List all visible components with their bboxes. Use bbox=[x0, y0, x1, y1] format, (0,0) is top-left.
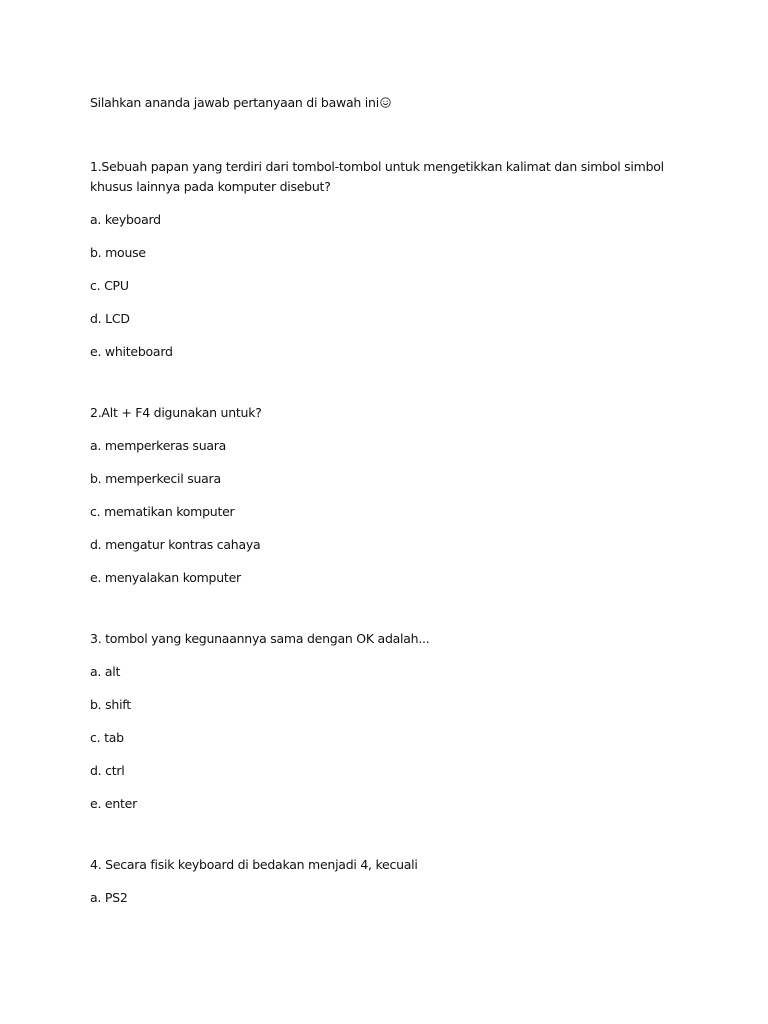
question-4 bbox=[90, 855, 690, 908]
question-1-option-b: b. mouse bbox=[90, 245, 146, 260]
question-1-option-d: d. LCD bbox=[90, 311, 130, 326]
question-2 bbox=[90, 403, 690, 588]
smiley-icon bbox=[380, 97, 391, 108]
question-2-option-b: b. memperkecil suara bbox=[90, 471, 221, 486]
intro-text: Silahkan ananda jawab pertanyaan di bawah ini bbox=[90, 95, 379, 110]
question-2-option-c: c. mematikan komputer bbox=[90, 504, 235, 519]
question-1-option-e: e. whiteboard bbox=[90, 344, 173, 359]
question-2-option-e: e. menyalakan komputer bbox=[90, 570, 241, 585]
question-3-option-e: e. enter bbox=[90, 796, 137, 811]
question-1-option-a: a. keyboard bbox=[90, 212, 161, 227]
question-3-option-a: a. alt bbox=[90, 664, 121, 679]
question-2-option-a: a. memperkeras suara bbox=[90, 438, 227, 453]
question-3-text: 3. tombol yang kegunaannya sama dengan OK adalah... bbox=[90, 631, 430, 646]
question-3-option-b: b. shift bbox=[90, 697, 131, 712]
question-1-text: 1.Sebuah papan yang terdiri dari tombol-tombol untuk mengetikkan kalimat dan simbol simbol khusus lainnya pada komputer disebut? bbox=[90, 159, 664, 194]
quiz-document bbox=[90, 94, 690, 921]
question-4-option-a: a. PS2 bbox=[90, 890, 128, 905]
question-1-option-c: c. CPU bbox=[90, 278, 129, 293]
question-3-option-d: d. ctrl bbox=[90, 763, 125, 778]
question-1 bbox=[90, 157, 690, 362]
question-2-option-d: d. mengatur kontras cahaya bbox=[90, 537, 261, 552]
question-4-text: 4. Secara fisik keyboard di bedakan menjadi 4, kecuali bbox=[90, 857, 418, 872]
question-3-option-c: c. tab bbox=[90, 730, 124, 745]
intro-line bbox=[90, 94, 690, 112]
question-2-text: 2.Alt + F4 digunakan untuk? bbox=[90, 405, 262, 420]
question-3 bbox=[90, 629, 690, 814]
